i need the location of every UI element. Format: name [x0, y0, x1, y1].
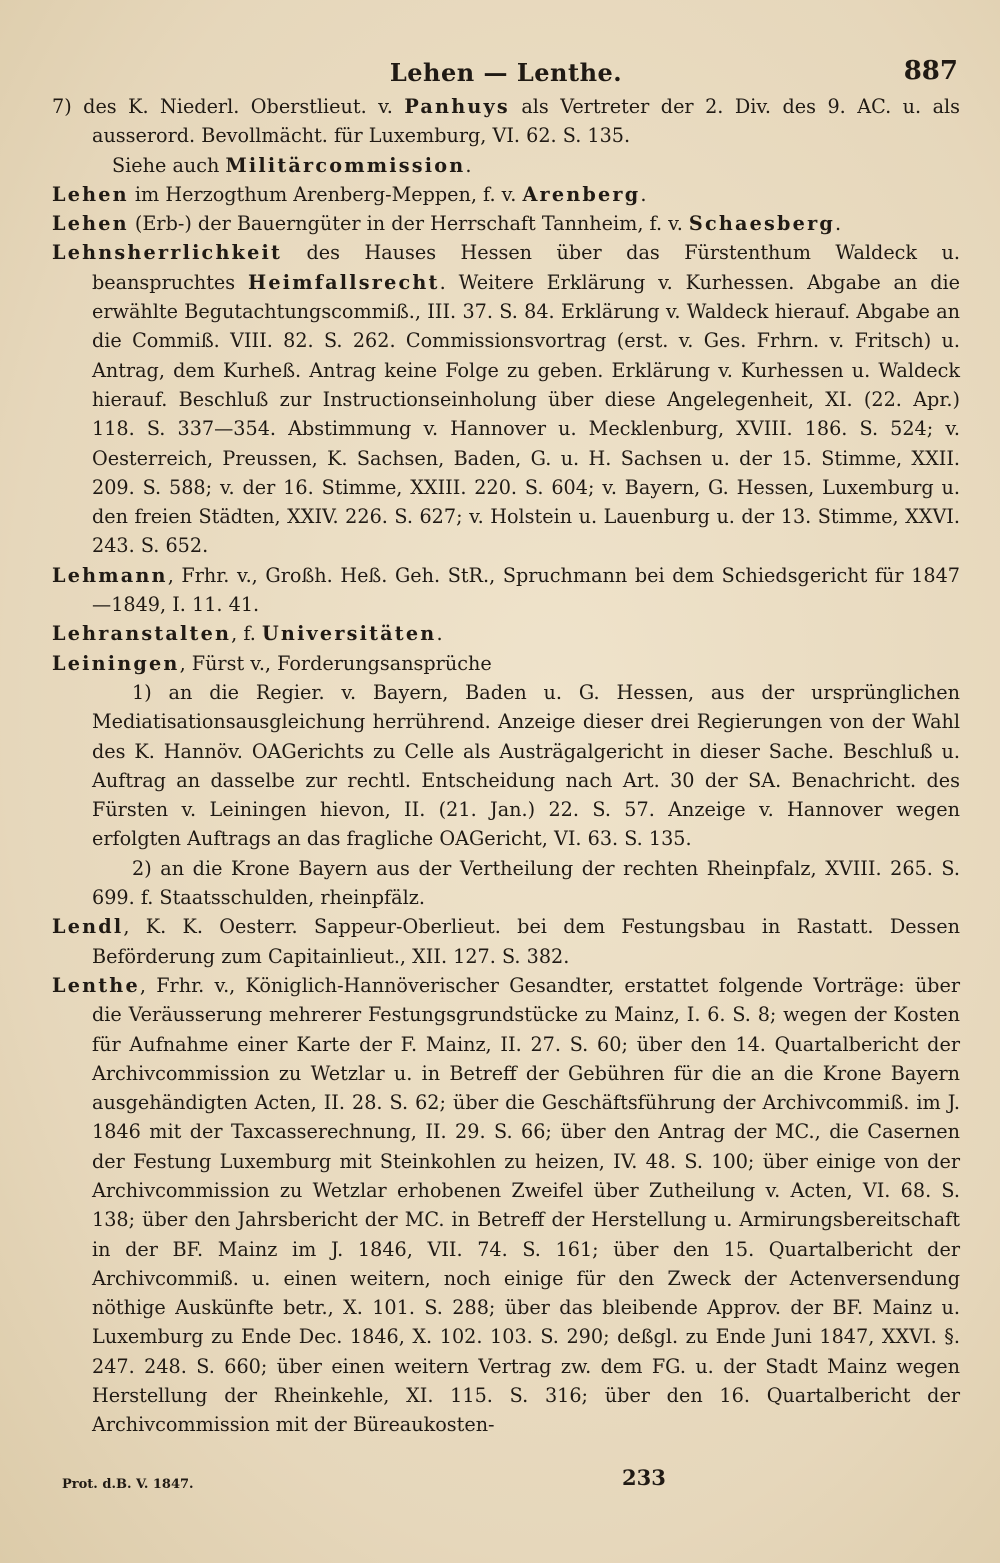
entry-text: im Herzogthum Arenberg-Meppen, f. v.	[128, 182, 523, 206]
keyword: Heimfallsrecht	[247, 270, 440, 294]
entry-text: .	[835, 212, 842, 236]
keyword: Lehranstalten	[52, 622, 232, 646]
index-entry	[52, 238, 960, 560]
entry-text: , Frhr. v., Großh. Heß. Geh. StR., Spruchmann bei dem Schiedsgericht für 1847—1849, I. 11. 41.	[92, 563, 960, 617]
index-entry	[52, 180, 960, 209]
keyword: Schaesberg	[688, 212, 836, 236]
keyword: Panhuys	[404, 95, 510, 118]
keyword: Militärcommission	[225, 153, 466, 177]
entry-text: , K. K. Oesterr. Sappeur-Oberlieut. bei dem Festungsbau in Rastatt. Dessen Beförderung zum Capitainlieut., XII. 127. S. 382.	[92, 915, 960, 968]
leiningen-item-2: 2) an die Krone Bayern aus der Vertheilung der rechten Rheinpfalz, XVIII. 265. S. 699. f. Staatsschulden, rheinpfälz.	[92, 856, 960, 910]
entry-text: , Frhr. v., Königlich-Hannöverischer Gesandter, erstattet folgende Vorträge: über die Veräusserung mehrerer Festungsgrundstücke zu Mainz, I. 6. S. 8; wegen der Kosten für Aufnahme einer Karte der F. Mainz, II. 27. S. 60; über den 14. Quartalbericht der Archivcommission zu Wetzlar u. in Betreff der Gebühren für die an die Krone Bayern ausgehändigten Acten, II. 28. S. 62; über die Geschäftsführung der Archivcommiß. im J. 1846 mit der Taxcasserechnung, II. 29. S. 66; über den Antrag der MC., die Casernen der Festung Luxemburg mit Steinkohlen zu heizen, IV. 48. S. 100; über einige von der Archivcommission zu Wetzlar erhobenen Zweifel über Zutheilung v. Acten, VI. 68. S. 138; über den Jahrsbericht der MC. in Betreff der Herstellung u. Armirungsbereitschaft in der BF. Mainz im J. 1846, VII. 74. S. 161; über den 15. Quartalbericht der Archivcommiß. u. einen weitern, noch einige für den Zweck der Actenversendung nöthige Auskünfte betr., X. 101. S. 288; über das bleibende Approv. der BF. Mainz u. Luxemburg zu Ende Dec. 1846, X. 102. 103. S. 290; deßgl. zu Ende Juni 1847, XXVI. §. 247. 248. S. 660; über einen weitern Vertrag zw. dem FG. u. der Stadt Mainz wegen Herstellung der Rheinkehle, XI. 115. S. 316; über den 16. Quartalbericht der Archivcommission mit der Büreaukosten-	[92, 973, 960, 1437]
keyword: Lehmann	[52, 563, 168, 587]
index-entry	[52, 912, 960, 971]
entry-text: .	[465, 153, 472, 177]
page-number: 887	[903, 56, 958, 86]
running-header	[52, 52, 960, 92]
signature-mark: Prot. d.B. V. 1847.	[62, 1477, 194, 1492]
index-entry	[52, 92, 960, 151]
keyword: Lehen	[52, 212, 129, 236]
page-title: Lehen — Lenthe.	[389, 58, 623, 87]
entry-text: , f.	[231, 622, 262, 646]
entry-text: des Hauses Hessen über das Fürstenthum Waldeck u. beanspruchtes	[92, 241, 960, 294]
page-footer	[62, 1465, 960, 1505]
entry-text: (Erb-) der Bauerngüter in der Herrschaft Tannheim, f. v.	[128, 212, 689, 236]
keyword: Universitäten	[261, 622, 437, 646]
keyword: Arenberg	[522, 182, 641, 206]
index-entry	[52, 209, 960, 238]
keyword: Lehen	[52, 182, 129, 206]
index-entries-continued	[52, 912, 960, 1439]
entry-text: .	[436, 622, 443, 646]
index-entry	[52, 971, 960, 1440]
index-entry	[52, 649, 960, 678]
sheet-number: 233	[622, 1465, 666, 1490]
index-entry	[52, 561, 960, 620]
keyword: Lendl	[52, 915, 124, 939]
leiningen-item-1: 1) an die Regier. v. Bayern, Baden u. G. Hessen, aus der ursprünglichen Mediatisationsausgleichung herrührend. Anzeige dieser drei Regierungen von der Wahl des K. Hannöv. OAGerichts zu Celle als Austrägalgericht in dieser Sache. Beschluß u. Auftrag an dasselbe zur rechtl. Entscheidung nach Art. 30 der SA. Benachricht. des Fürsten v. Leiningen hievon, II. (21. Jan.) 22. S. 57. Anzeige v. Hannover wegen erfolgten Auftrags an das fragliche OAGericht, VI. 63. S. 135.	[92, 680, 960, 851]
entry-text: als Vertreter der 2. Div. des 9. AC. u. als ausserord. Bevollmächt. für Luxemburg, VI. 62. S. 135.	[92, 95, 960, 148]
keyword: Lenthe	[52, 973, 140, 997]
keyword: Leiningen	[52, 651, 180, 675]
entry-text: , Fürst v., Forderungsansprüche	[179, 651, 492, 675]
entry-text: Siehe auch	[112, 153, 226, 177]
entry-text: 7) des K. Niederl. Oberstlieut. v.	[52, 95, 405, 118]
index-entry	[52, 151, 960, 180]
keyword: Lehnsherrlichkeit	[52, 241, 283, 265]
entry-text: . Weitere Erklärung v. Kurhessen. Abgabe an die erwählte Begutachtungscommiß., III. 37. S. 84. Erklärung v. Waldeck hierauf. Abgabe an die Commiß. VIII. 82. S. 262. Commissionsvortrag (erst. v. Ges. Frhrn. v. Fritsch) u. Antrag, dem Kurheß. Antrag keine Folge zu geben. Erklärung v. Kurhessen u. Waldeck hierauf. Beschluß zur Instructionseinholung über diese Angelegenheit, XI. (22. Apr.) 118. S. 337—354. Abstimmung v. Hannover u. Mecklenburg, XVIII. 186. S. 524; v. Oesterreich, Preussen, K. Sachsen, Baden, G. u. H. Sachsen u. der 15. Stimme, XXII. 209. S. 588; v. der 16. Stimme, XXIII. 220. S. 604; v. Bayern, G. Hessen, Luxemburg u. den freien Städten, XXIV. 226. S. 627; v. Holstein u. Lauenburg u. der 13. Stimme, XXVI. 243. S. 652.	[92, 270, 960, 558]
index-body	[52, 92, 960, 1440]
index-entry	[52, 619, 960, 648]
entry-text: .	[640, 182, 647, 206]
index-entries	[52, 92, 960, 678]
